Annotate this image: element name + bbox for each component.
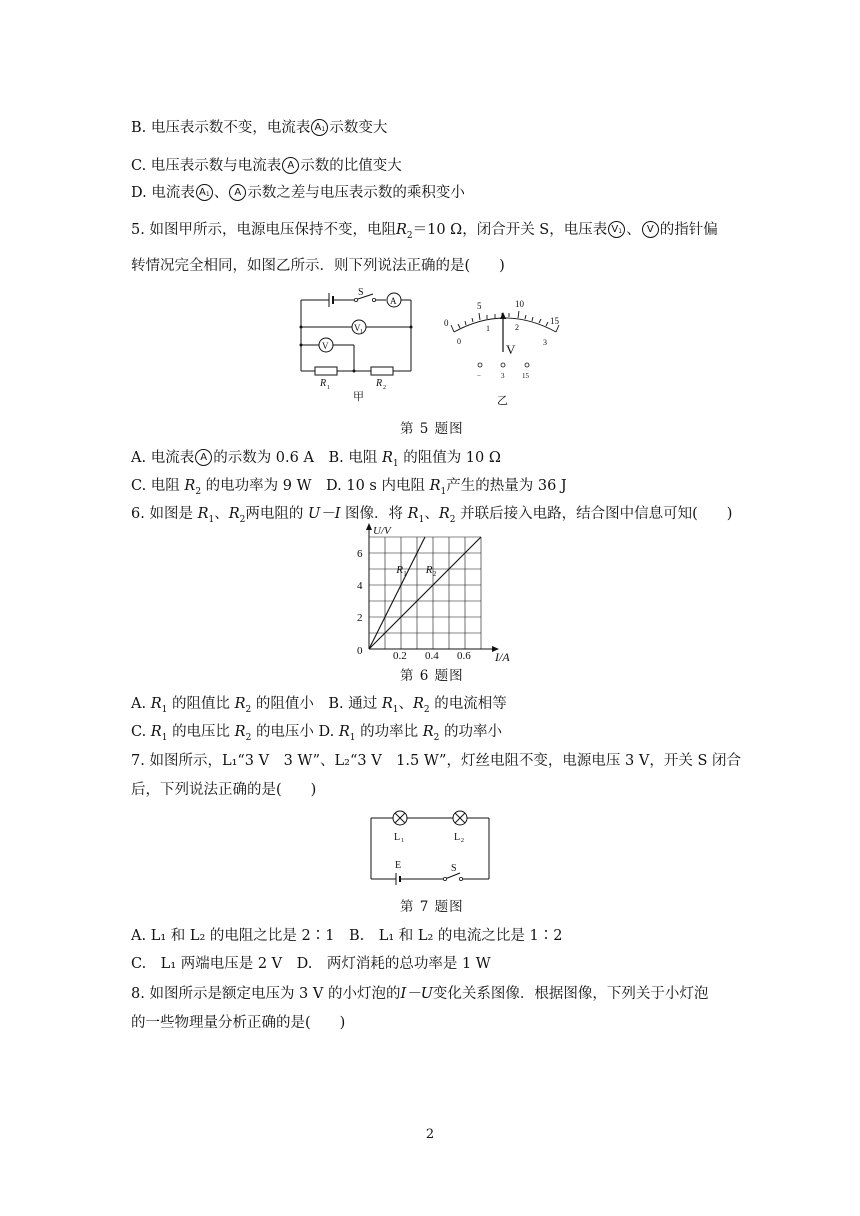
chart-labels	[357, 525, 510, 664]
svg-text:−: −	[477, 372, 481, 380]
series-line-r2	[369, 537, 481, 649]
svg-text:1: 1	[486, 324, 490, 333]
q6-options-ab: A. $R_1$ 的阻值比 $R_2$ 的阻值小 B. 通过 $R_1$、$R_2$ 的电流相等	[131, 696, 507, 715]
q5-voltmeter-dial	[440, 292, 570, 407]
ammeter-a1-icon: $A_1$	[311, 119, 328, 136]
voltmeter-v-icon: V	[642, 221, 659, 238]
ammeter-a1-icon: $A_1$	[196, 184, 213, 201]
q5-figure-caption: 第 5 题图	[400, 421, 464, 437]
svg-text:15: 15	[550, 316, 559, 326]
q5-stem-line1: 5. 如图甲所示，电源电压保持不变，电阻$R_2=10$ Ω，闭合开关 S，电压表 $V_1$ 、 V 的指针偏	[131, 222, 718, 241]
q4-option-b: B. 电压表示数不变，电流表 $A_1$ 示数变大	[131, 120, 388, 136]
battery-e-label: E	[395, 860, 402, 871]
q6-figure-caption: 第 6 题图	[400, 668, 464, 684]
q8-stem-line2: 的一些物理量分析正确的是( )	[131, 1015, 346, 1031]
q5-stem-line2: 转情况完全相同，如图乙所示．则下列说法正确的是( )	[131, 258, 505, 274]
svg-text:3: 3	[543, 338, 547, 347]
svg-text:2: 2	[515, 323, 519, 332]
series-label-r1: R	[396, 564, 403, 576]
r1-label: R	[320, 378, 327, 389]
series-label-r1-sub: 1	[403, 570, 407, 578]
q7-stem-line1: 7. 如图所示，L₁“3 V 3 W”、L₂“3 V 1.5 W”，灯丝电阻不变，电源电压 3 V，开关 S 闭合	[131, 753, 742, 769]
page-number: 2	[425, 1127, 435, 1142]
q5-circuit-diagram	[295, 285, 425, 405]
ammeter-a-icon: A	[229, 184, 246, 201]
svg-text:10: 10	[515, 299, 524, 309]
q7-options-ab: A. L₁ 和 L₂ 的电阻之比是 2∶1 B. L₁ 和 L₂ 的电流之比是 1∶2	[131, 928, 563, 944]
q7-figure-caption: 第 7 题图	[400, 899, 464, 915]
q5-options-cd: C. 电阻 $R_2$ 的电功率为 9 W D. 10 s 内电阻 $R_1$产生的热量为 36 J	[131, 478, 567, 497]
x-axis-label: I/A	[495, 650, 510, 664]
svg-text:1: 1	[327, 385, 330, 391]
svg-text:2: 2	[383, 385, 386, 391]
y-tick-label: 6	[357, 548, 363, 560]
switch-label: S	[358, 287, 364, 298]
origin-label: 0	[357, 645, 363, 657]
series-label-r2-sub: 2	[432, 570, 437, 578]
ammeter-a-icon: A	[282, 157, 299, 174]
y-tick-label: 4	[357, 580, 363, 592]
svg-text:0: 0	[444, 318, 449, 328]
ammeter-label: A	[390, 296, 397, 306]
q6-options-cd: C. $R_1$ 的电压比 $R_2$ 的电压小 D. $R_1$ 的功率比 $R_2$ 的功率小	[131, 724, 503, 743]
lamp-l2-label: L	[454, 832, 461, 843]
svg-text:1: 1	[401, 838, 404, 844]
lamp-l1-label: L	[394, 832, 401, 843]
x-tick-label: 0.2	[393, 650, 407, 662]
q4-option-d: D. 电流表 $A_1$ 、 A 示数之差与电压表示数的乘积变小	[131, 185, 465, 201]
x-tick-label: 0.6	[457, 650, 471, 662]
switch-s-label: S	[451, 863, 457, 874]
q7-stem-line2: 后，下列说法正确的是( )	[131, 782, 317, 798]
ammeter-a-icon: A	[195, 449, 212, 466]
voltmeter-v-label: V	[322, 341, 329, 351]
y-axis-arrow	[366, 523, 372, 530]
chart-series	[369, 537, 481, 649]
q7-options-cd: C. L₁ 两端电压是 2 V D. 两灯消耗的总功率是 1 W	[131, 956, 491, 972]
voltmeter-v1-icon: $V_1$	[608, 221, 625, 238]
series-label-r2: R	[425, 564, 433, 576]
x-tick-label: 0.4	[425, 650, 439, 662]
svg-text:2: 2	[461, 838, 464, 844]
r2-label: R	[376, 378, 383, 389]
svg-text:15: 15	[522, 372, 529, 380]
svg-text:0: 0	[457, 337, 461, 346]
y-axis-label: U/V	[373, 525, 391, 537]
series-line-r1	[369, 537, 425, 649]
figure-jia-caption: 甲	[353, 391, 364, 403]
y-tick-label: 2	[357, 612, 363, 624]
q5-options-ab: A. 电流表 A 的示数为 0.6 A B. 电阻 $R_1$ 的阻值为 10 Ω	[131, 450, 501, 469]
dial-unit-label: V	[506, 342, 516, 357]
svg-text:5: 5	[477, 301, 482, 311]
q6-ui-chart	[352, 525, 512, 665]
voltmeter-v1-label: V	[354, 323, 361, 333]
q7-circuit-diagram	[368, 806, 493, 886]
svg-text:1: 1	[360, 329, 363, 335]
q4-option-c: C. 电压表示数与电流表 A 示数的比值变大	[131, 158, 402, 174]
figure-yi-caption: 乙	[497, 395, 508, 407]
q6-stem: 6. 如图是 $R_1$、$R_2$两电阻的 U－I 图像．将 $R_1$、$R_2$ 并联后接入电路，结合图中信息可知( )	[131, 506, 733, 525]
svg-text:3: 3	[501, 372, 505, 380]
q8-stem-line1: 8. 如图所示是额定电压为 3 V 的小灯泡的I－U变化关系图像．根据图像，下列关于小灯泡	[131, 986, 709, 1002]
